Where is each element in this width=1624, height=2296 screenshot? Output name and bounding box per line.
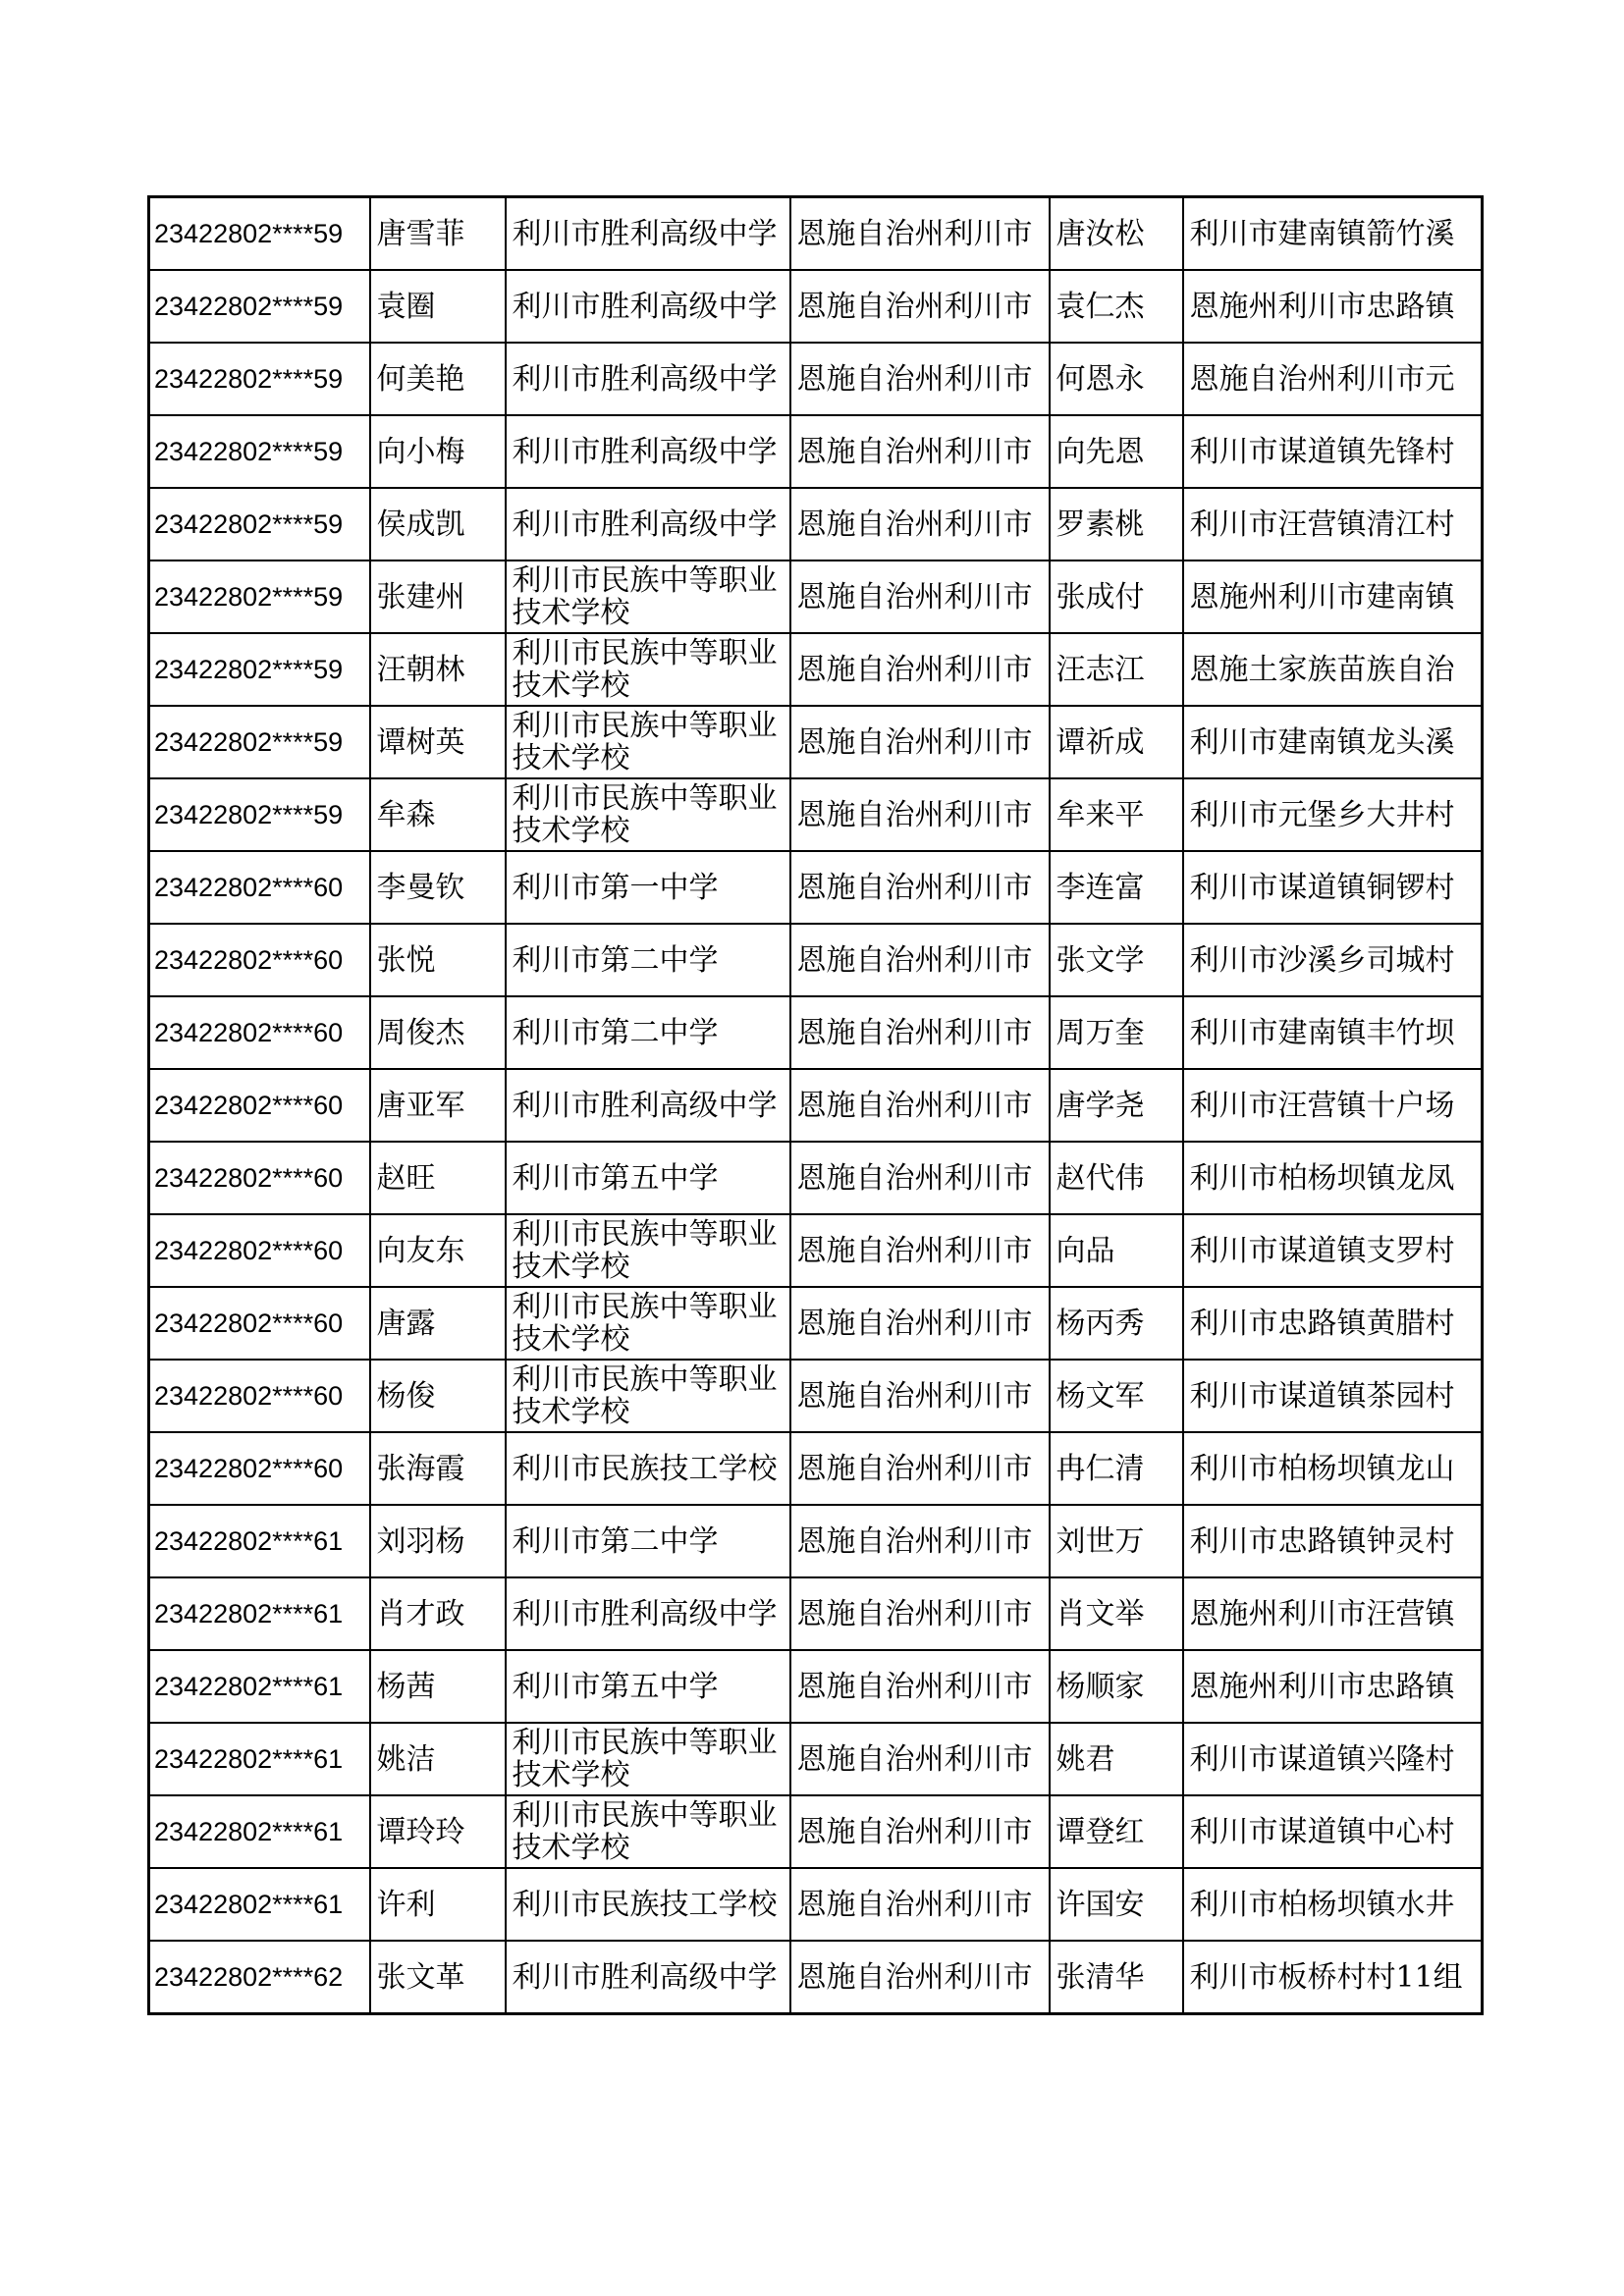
name-cell: 肖才政 [370, 1577, 506, 1650]
region-cell: 恩施自治州利川市 [790, 1868, 1050, 1941]
address-cell: 利川市谋道镇支罗村 [1183, 1214, 1483, 1287]
id-cell: 23422802****59 [149, 415, 370, 488]
region-cell: 恩施自治州利川市 [790, 1142, 1050, 1214]
guardian-cell: 姚君 [1050, 1723, 1183, 1795]
region-cell: 恩施自治州利川市 [790, 851, 1050, 924]
id-cell: 23422802****59 [149, 561, 370, 633]
guardian-cell: 张清华 [1050, 1941, 1183, 2014]
name-cell: 唐亚军 [370, 1069, 506, 1142]
table-row [149, 1941, 1483, 2014]
guardian-cell: 刘世万 [1050, 1505, 1183, 1577]
name-cell: 杨茜 [370, 1650, 506, 1723]
guardian-cell: 谭祈成 [1050, 706, 1183, 778]
school-cell: 利川市民族中等职业技术学校 [506, 1287, 790, 1360]
region-cell: 恩施自治州利川市 [790, 1795, 1050, 1868]
table-row [149, 415, 1483, 488]
table-row [149, 1432, 1483, 1505]
table-row [149, 488, 1483, 561]
name-cell: 周俊杰 [370, 996, 506, 1069]
school-cell: 利川市民族中等职业技术学校 [506, 1360, 790, 1432]
region-cell: 恩施自治州利川市 [790, 1505, 1050, 1577]
region-cell: 恩施自治州利川市 [790, 924, 1050, 996]
id-cell: 23422802****59 [149, 778, 370, 851]
id-cell: 23422802****61 [149, 1650, 370, 1723]
school-cell: 利川市民族中等职业技术学校 [506, 706, 790, 778]
id-cell: 23422802****60 [149, 851, 370, 924]
guardian-cell: 向品 [1050, 1214, 1183, 1287]
guardian-cell: 袁仁杰 [1050, 270, 1183, 343]
name-cell: 张文革 [370, 1941, 506, 2014]
name-cell: 张建州 [370, 561, 506, 633]
address-cell: 利川市板桥村村11组 [1183, 1941, 1483, 2014]
id-cell: 23422802****60 [149, 1069, 370, 1142]
address-cell: 利川市柏杨坝镇龙凤 [1183, 1142, 1483, 1214]
school-cell: 利川市胜利高级中学 [506, 1577, 790, 1650]
region-cell: 恩施自治州利川市 [790, 197, 1050, 271]
id-cell: 23422802****61 [149, 1505, 370, 1577]
school-cell: 利川市第二中学 [506, 1505, 790, 1577]
address-cell: 恩施土家族苗族自治 [1183, 633, 1483, 706]
school-cell: 利川市民族技工学校 [506, 1868, 790, 1941]
id-cell: 23422802****60 [149, 1432, 370, 1505]
name-cell: 刘羽杨 [370, 1505, 506, 1577]
name-cell: 汪朝林 [370, 633, 506, 706]
address-cell: 利川市柏杨坝镇龙山 [1183, 1432, 1483, 1505]
guardian-cell: 张成付 [1050, 561, 1183, 633]
region-cell: 恩施自治州利川市 [790, 633, 1050, 706]
school-cell: 利川市民族中等职业技术学校 [506, 1795, 790, 1868]
region-cell: 恩施自治州利川市 [790, 270, 1050, 343]
guardian-cell: 李连富 [1050, 851, 1183, 924]
id-cell: 23422802****61 [149, 1577, 370, 1650]
name-cell: 谭树英 [370, 706, 506, 778]
table-row [149, 924, 1483, 996]
guardian-cell: 谭登红 [1050, 1795, 1183, 1868]
address-cell: 利川市建南镇丰竹坝 [1183, 996, 1483, 1069]
school-cell: 利川市第一中学 [506, 851, 790, 924]
school-cell: 利川市第二中学 [506, 996, 790, 1069]
address-cell: 利川市元堡乡大井村 [1183, 778, 1483, 851]
address-cell: 利川市忠路镇黄腊村 [1183, 1287, 1483, 1360]
region-cell: 恩施自治州利川市 [790, 1941, 1050, 2014]
name-cell: 赵旺 [370, 1142, 506, 1214]
name-cell: 谭玲玲 [370, 1795, 506, 1868]
id-cell: 23422802****62 [149, 1941, 370, 2014]
id-cell: 23422802****61 [149, 1723, 370, 1795]
guardian-cell: 周万奎 [1050, 996, 1183, 1069]
region-cell: 恩施自治州利川市 [790, 1287, 1050, 1360]
region-cell: 恩施自治州利川市 [790, 415, 1050, 488]
school-cell: 利川市胜利高级中学 [506, 197, 790, 271]
table-row [149, 1795, 1483, 1868]
table-row [149, 633, 1483, 706]
table-row [149, 1868, 1483, 1941]
guardian-cell: 杨顺家 [1050, 1650, 1183, 1723]
name-cell: 唐露 [370, 1287, 506, 1360]
guardian-cell: 赵代伟 [1050, 1142, 1183, 1214]
table-row [149, 1142, 1483, 1214]
id-cell: 23422802****60 [149, 924, 370, 996]
table-row [149, 1214, 1483, 1287]
guardian-cell: 冉仁清 [1050, 1432, 1183, 1505]
guardian-cell: 向先恩 [1050, 415, 1183, 488]
id-cell: 23422802****60 [149, 1287, 370, 1360]
address-cell: 恩施州利川市汪营镇 [1183, 1577, 1483, 1650]
guardian-cell: 杨丙秀 [1050, 1287, 1183, 1360]
school-cell: 利川市第五中学 [506, 1650, 790, 1723]
address-cell: 利川市谋道镇先锋村 [1183, 415, 1483, 488]
table-row [149, 561, 1483, 633]
guardian-cell: 何恩永 [1050, 343, 1183, 415]
name-cell: 杨俊 [370, 1360, 506, 1432]
region-cell: 恩施自治州利川市 [790, 706, 1050, 778]
table-row [149, 1360, 1483, 1432]
school-cell: 利川市民族中等职业技术学校 [506, 1214, 790, 1287]
address-cell: 恩施州利川市忠路镇 [1183, 1650, 1483, 1723]
school-cell: 利川市第二中学 [506, 924, 790, 996]
guardian-cell: 杨文军 [1050, 1360, 1183, 1432]
table-row [149, 270, 1483, 343]
region-cell: 恩施自治州利川市 [790, 343, 1050, 415]
address-cell: 恩施自治州利川市元 [1183, 343, 1483, 415]
id-cell: 23422802****61 [149, 1795, 370, 1868]
id-cell: 23422802****59 [149, 633, 370, 706]
table-row [149, 1069, 1483, 1142]
school-cell: 利川市民族技工学校 [506, 1432, 790, 1505]
guardian-cell: 罗素桃 [1050, 488, 1183, 561]
table-row [149, 1723, 1483, 1795]
guardian-cell: 汪志江 [1050, 633, 1183, 706]
region-cell: 恩施自治州利川市 [790, 1650, 1050, 1723]
id-cell: 23422802****60 [149, 1360, 370, 1432]
guardian-cell: 许国安 [1050, 1868, 1183, 1941]
table-row [149, 996, 1483, 1069]
table-row [149, 1287, 1483, 1360]
name-cell: 侯成凯 [370, 488, 506, 561]
address-cell: 利川市汪营镇十户场 [1183, 1069, 1483, 1142]
guardian-cell: 张文学 [1050, 924, 1183, 996]
table-row [149, 343, 1483, 415]
name-cell: 许利 [370, 1868, 506, 1941]
id-cell: 23422802****60 [149, 1214, 370, 1287]
region-cell: 恩施自治州利川市 [790, 1577, 1050, 1650]
address-cell: 利川市谋道镇铜锣村 [1183, 851, 1483, 924]
school-cell: 利川市胜利高级中学 [506, 1069, 790, 1142]
table-row [149, 1577, 1483, 1650]
region-cell: 恩施自治州利川市 [790, 778, 1050, 851]
address-cell: 恩施州利川市忠路镇 [1183, 270, 1483, 343]
id-cell: 23422802****59 [149, 488, 370, 561]
address-cell: 利川市柏杨坝镇水井 [1183, 1868, 1483, 1941]
name-cell: 袁圈 [370, 270, 506, 343]
id-cell: 23422802****60 [149, 1142, 370, 1214]
guardian-cell: 肖文举 [1050, 1577, 1183, 1650]
region-cell: 恩施自治州利川市 [790, 561, 1050, 633]
address-cell: 利川市沙溪乡司城村 [1183, 924, 1483, 996]
id-cell: 23422802****59 [149, 343, 370, 415]
name-cell: 张悦 [370, 924, 506, 996]
name-cell: 张海霞 [370, 1432, 506, 1505]
address-cell: 利川市谋道镇兴隆村 [1183, 1723, 1483, 1795]
name-cell: 向友东 [370, 1214, 506, 1287]
school-cell: 利川市胜利高级中学 [506, 415, 790, 488]
table-row [149, 1650, 1483, 1723]
id-cell: 23422802****60 [149, 996, 370, 1069]
school-cell: 利川市民族中等职业技术学校 [506, 561, 790, 633]
name-cell: 唐雪菲 [370, 197, 506, 271]
region-cell: 恩施自治州利川市 [790, 1360, 1050, 1432]
school-cell: 利川市胜利高级中学 [506, 270, 790, 343]
address-cell: 利川市谋道镇中心村 [1183, 1795, 1483, 1868]
guardian-cell: 唐学尧 [1050, 1069, 1183, 1142]
id-cell: 23422802****59 [149, 197, 370, 271]
school-cell: 利川市第五中学 [506, 1142, 790, 1214]
name-cell: 李曼钦 [370, 851, 506, 924]
region-cell: 恩施自治州利川市 [790, 996, 1050, 1069]
roster-table [147, 195, 1484, 2015]
school-cell: 利川市民族中等职业技术学校 [506, 633, 790, 706]
region-cell: 恩施自治州利川市 [790, 488, 1050, 561]
table-row [149, 851, 1483, 924]
table-row [149, 706, 1483, 778]
name-cell: 向小梅 [370, 415, 506, 488]
name-cell: 姚洁 [370, 1723, 506, 1795]
address-cell: 恩施州利川市建南镇 [1183, 561, 1483, 633]
roster-table-body [149, 197, 1483, 2014]
name-cell: 何美艳 [370, 343, 506, 415]
school-cell: 利川市民族中等职业技术学校 [506, 1723, 790, 1795]
address-cell: 利川市建南镇箭竹溪 [1183, 197, 1483, 271]
table-row [149, 1505, 1483, 1577]
school-cell: 利川市胜利高级中学 [506, 343, 790, 415]
region-cell: 恩施自治州利川市 [790, 1214, 1050, 1287]
address-cell: 利川市汪营镇清江村 [1183, 488, 1483, 561]
id-cell: 23422802****59 [149, 706, 370, 778]
school-cell: 利川市民族中等职业技术学校 [506, 778, 790, 851]
address-cell: 利川市忠路镇钟灵村 [1183, 1505, 1483, 1577]
region-cell: 恩施自治州利川市 [790, 1069, 1050, 1142]
table-row [149, 197, 1483, 271]
address-cell: 利川市建南镇龙头溪 [1183, 706, 1483, 778]
region-cell: 恩施自治州利川市 [790, 1432, 1050, 1505]
school-cell: 利川市胜利高级中学 [506, 1941, 790, 2014]
id-cell: 23422802****59 [149, 270, 370, 343]
guardian-cell: 唐汝松 [1050, 197, 1183, 271]
guardian-cell: 牟来平 [1050, 778, 1183, 851]
name-cell: 牟森 [370, 778, 506, 851]
id-cell: 23422802****61 [149, 1868, 370, 1941]
region-cell: 恩施自治州利川市 [790, 1723, 1050, 1795]
address-cell: 利川市谋道镇茶园村 [1183, 1360, 1483, 1432]
school-cell: 利川市胜利高级中学 [506, 488, 790, 561]
table-row [149, 778, 1483, 851]
